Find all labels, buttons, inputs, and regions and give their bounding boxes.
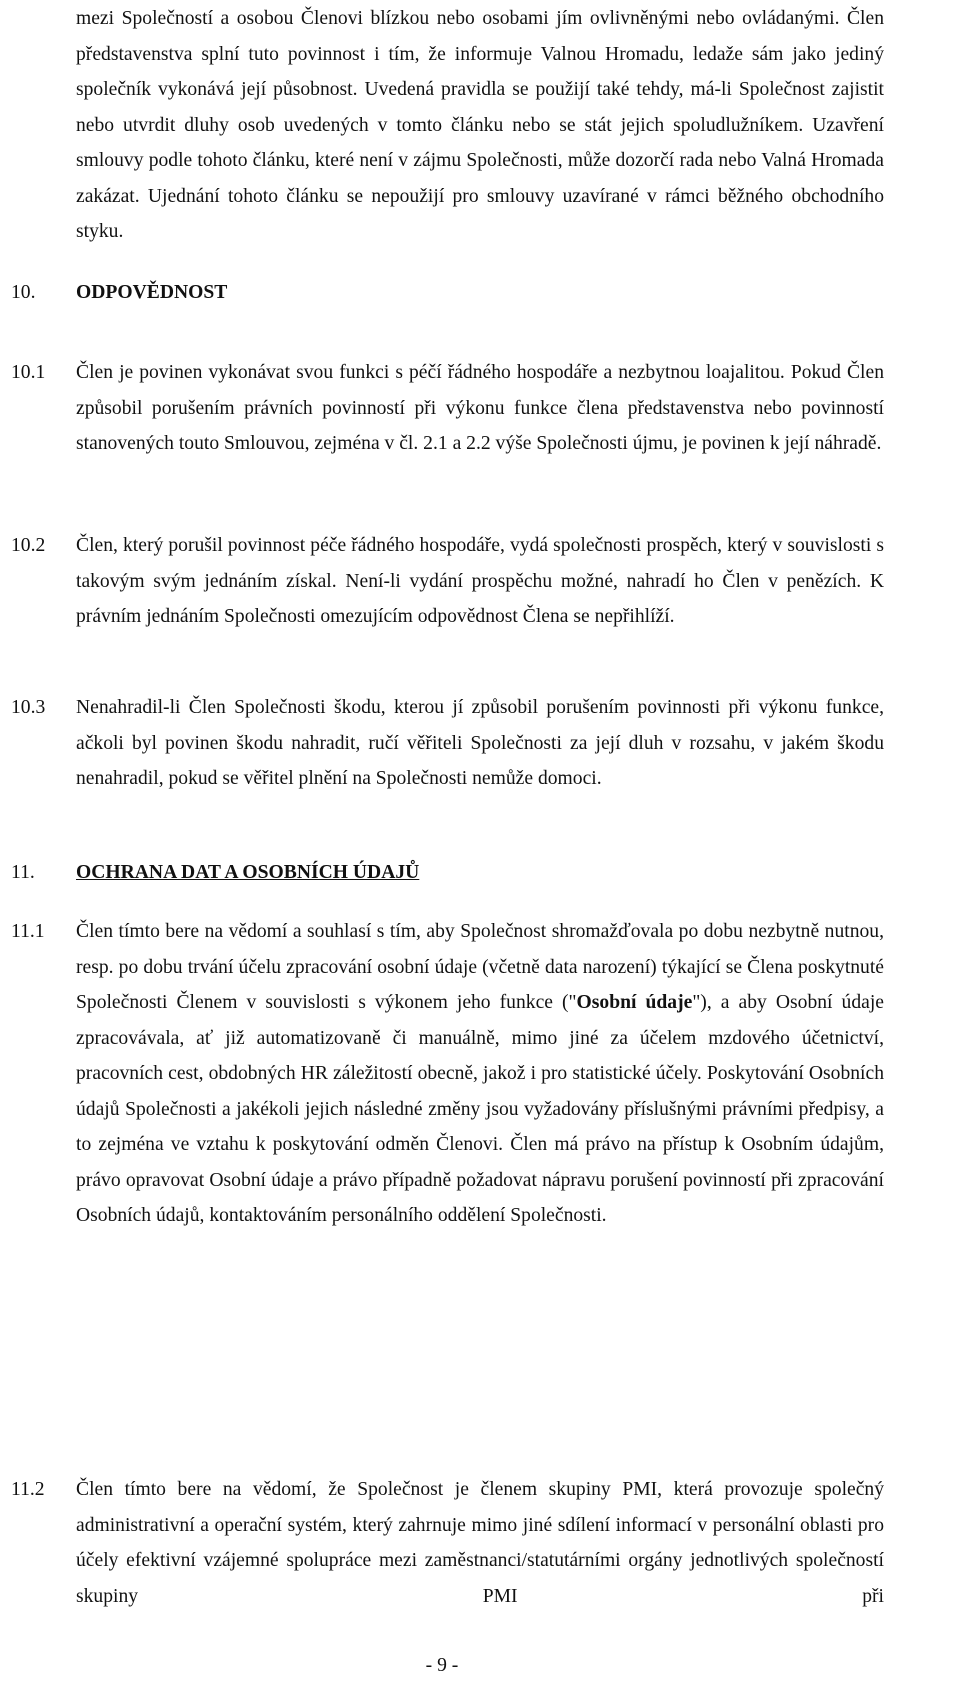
clause-11-1-text-after: "), a aby Osobní údaje zpracovávala, ať již automatizovaně či manuálně, mimo jiné za účelem mzdového účetnictví, pracovních cest, obdobných HR záležitostí obecně, jakož i pro statistické účely. Poskytování Osobních údajů Společnosti a jakékoli jejich následné změny jsou vyžadovány příslušnými právními předpisy, a to zejména ve vztahu k poskytování odměn Členovi. Člen má právo na přístup k Osobním údajům, právo opravovat Osobní údaje a právo případně požadovat nápravu porušení povinností při zpracování Osobních údajů, kontaktováním personálního oddělení Společnosti. — [76, 992, 884, 1226]
clause-10-3-text: Nenahradil-li Člen Společnosti škodu, kterou jí způsobil porušením povinnosti při výkonu funkce, ačkoli byl povinen škodu nahradit, ručí věřiteli Společnosti za její dluh v rozsahu, v jakém škodu nenahradil, pokud se věřitel plnění na Společnosti nemůže domoci. — [76, 697, 884, 789]
clause-10-2-text: Člen, který porušil povinnost péče řádného hospodáře, vydá společnosti prospěch, který v souvislosti s takovým svým jednáním získal. Není-li vydání prospěchu možné, nahradí ho Člen v penězích. K právním jednáním Společnosti omezujícím odpovědnost Člena se nepřihlíží. — [76, 535, 884, 627]
section-11-title: OCHRANA DAT A OSOBNÍCH ÚDAJŮ — [76, 862, 420, 883]
section-10-number: 10. — [11, 282, 36, 303]
clause-10-1-number: 10.1 — [11, 362, 46, 383]
clause-11-2-text: Člen tímto bere na vědomí, že Společnost je členem skupiny PMI, která provozuje společný administrativní a operační systém, který zahrnuje mimo jiné sdílení informací v personální oblasti pro účely efektivní vzájemné spolupráce mezi zaměstnanci/statutárními orgány jednotlivých společností skupiny PMI při — [76, 1479, 884, 1607]
clause-11-1-number: 11.1 — [11, 921, 45, 942]
clause-10-2-number: 10.2 — [11, 535, 46, 556]
clause-11-1-text-before: Člen tímto bere na vědomí a souhlasí s tím, aby Společnost shromažďovala po dobu nezbytně nutnou, resp. po dobu trvání účelu zpracování osobní údaje (včetně data narození) týkající se Člena poskytnuté Společnosti Členem v souvislosti s výkonem jeho funkce (" — [76, 921, 884, 1013]
section-11-number: 11. — [11, 862, 35, 883]
clause-11-2-number: 11.2 — [11, 1479, 45, 1500]
defined-term-osobni-udaje: Osobní údaje — [576, 992, 693, 1013]
clause-10-1-text: Člen je povinen vykonávat svou funkci s péčí řádného hospodáře a nezbytnou loajalitou. Pokud Člen způsobil porušením právních povinností při výkonu funkce člena představenstva nebo povinností stanovených touto Smlouvou, zejména v čl. 2.1 a 2.2 výše Společnosti újmu, je povinen k její náhradě. — [76, 362, 884, 454]
page-number: - 9 - — [425, 1655, 459, 1676]
section-10-title: ODPOVĚDNOST — [76, 282, 228, 303]
intro-paragraph: mezi Společností a osobou Členovi blízkou nebo osobami jím ovlivněnými nebo ovládanými. Člen představenstva splní tuto povinnost i tím, že informuje Valnou Hromadu, ledaže sám jako jediný společník vykonává její působnost. Uvedená pravidla se použijí také tehdy, má-li Společnost zajistit nebo utvrdit dluhy osob uvedených v tomto článku nebo se stát jejich spoludlužníkem. Uzavření smlouvy podle tohoto článku, které není v zájmu Společnosti, může dozorčí rada nebo Valná Hromada zakázat. Ujednání tohoto článku se nepoužijí pro smlouvy uzavírané v rámci běžného obchodního styku. — [76, 8, 884, 242]
clause-11-1-text — [76, 914, 884, 1234]
clause-10-3-number: 10.3 — [11, 697, 46, 718]
